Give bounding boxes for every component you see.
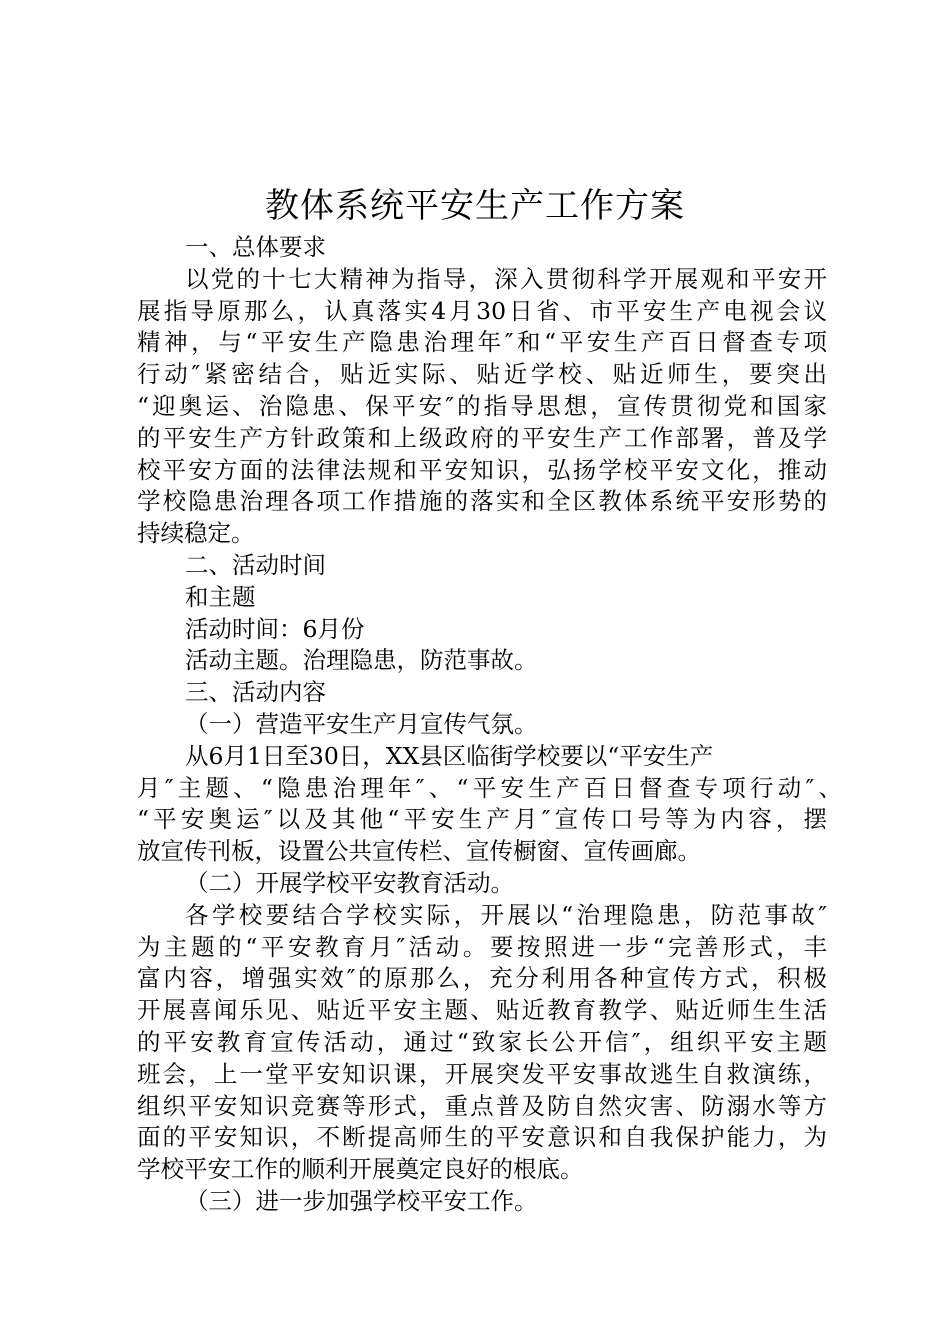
subsection-heading-2: （二）开展学校平安教育活动。 xyxy=(185,868,514,897)
subsection-heading-3: （三）进一步加强学校平安工作。 xyxy=(185,1186,538,1215)
section-heading-3: 三、活动内容 xyxy=(185,678,326,707)
document-body xyxy=(137,232,842,1218)
paragraph-line: 的平安生产方针政策和上级政府的平安生产工作部署，普及学 xyxy=(137,423,827,452)
section-heading-2-cont: 和主题 xyxy=(185,582,256,611)
paragraph-line: 学校平安工作的顺利开展奠定良好的根底。 xyxy=(137,1155,584,1184)
subsection-heading-1: （一）营造平安生产月宣传气氛。 xyxy=(185,709,538,738)
document-title: 教体系统平安生产工作方案 xyxy=(265,186,685,226)
paragraph-line: 展指导原那么，认真落实4月30日省、市平安生产电视会议 xyxy=(137,296,827,325)
paragraph-line: “平安奥运″以及其他“平安生产月″宣传口号等为内容，摆 xyxy=(137,805,827,834)
paragraph-line: 放宣传刊板，设置公共宣传栏、宣传橱窗、宣传画廊。 xyxy=(137,837,701,866)
paragraph-line: “迎奥运、治隐患、保平安″的指导思想，宣传贯彻党和国家 xyxy=(137,391,827,420)
paragraph-line: 组织平安知识竞赛等形式，重点普及防自然灾害、防溺水等方 xyxy=(137,1091,827,1120)
paragraph-line: 以党的十七大精神为指导，深入贯彻科学开展观和平安开 xyxy=(185,264,827,293)
paragraph-line: 月″主题、“隐患治理年″、“平安生产百日督查专项行动″、 xyxy=(137,773,842,802)
section-heading-1: 一、总体要求 xyxy=(185,233,326,261)
paragraph-line: 为主题的“平安教育月″活动。要按照进一步“完善形式，丰 xyxy=(137,932,827,961)
paragraph-line: 精神，与“平安生产隐患治理年″和“平安生产百日督查专项 xyxy=(137,328,827,357)
paragraph-line: 从6月1日至30日，XX县区临街学校要以“平安生产 xyxy=(185,741,714,770)
paragraph-line: 富内容，增强实效″的原那么，充分利用各种宣传方式，积极 xyxy=(137,964,827,993)
activity-time: 活动时间：6月份 xyxy=(185,614,365,643)
paragraph-line: 行动″紧密结合，贴近实际、贴近学校、贴近师生，要突出 xyxy=(137,360,827,389)
section-heading-2: 二、活动时间 xyxy=(185,550,326,579)
paragraph-line: 面的平安知识，不断提高师生的平安意识和自我保护能力，为 xyxy=(137,1123,827,1152)
paragraph-line: 开展喜闻乐见、贴近平安主题、贴近教育教学、贴近师生生活 xyxy=(137,996,827,1025)
activity-theme: 活动主题。治理隐患，防范事故。 xyxy=(185,646,538,675)
paragraph-line: 的平安教育宣传活动，通过“致家长公开信″，组织平安主题 xyxy=(137,1027,827,1056)
paragraph-line: 班会，上一堂平安知识课，开展突发平安事故逃生自救演练， xyxy=(137,1059,827,1088)
paragraph-line: 校平安方面的法律法规和平安知识，弘扬学校平安文化，推动 xyxy=(137,455,827,484)
paragraph-line: 各学校要结合学校实际，开展以“治理隐患，防范事故″ xyxy=(185,900,827,929)
paragraph-line: 持续稳定。 xyxy=(137,519,255,548)
paragraph-line: 学校隐患治理各项工作措施的落实和全区教体系统平安形势的 xyxy=(137,487,827,516)
